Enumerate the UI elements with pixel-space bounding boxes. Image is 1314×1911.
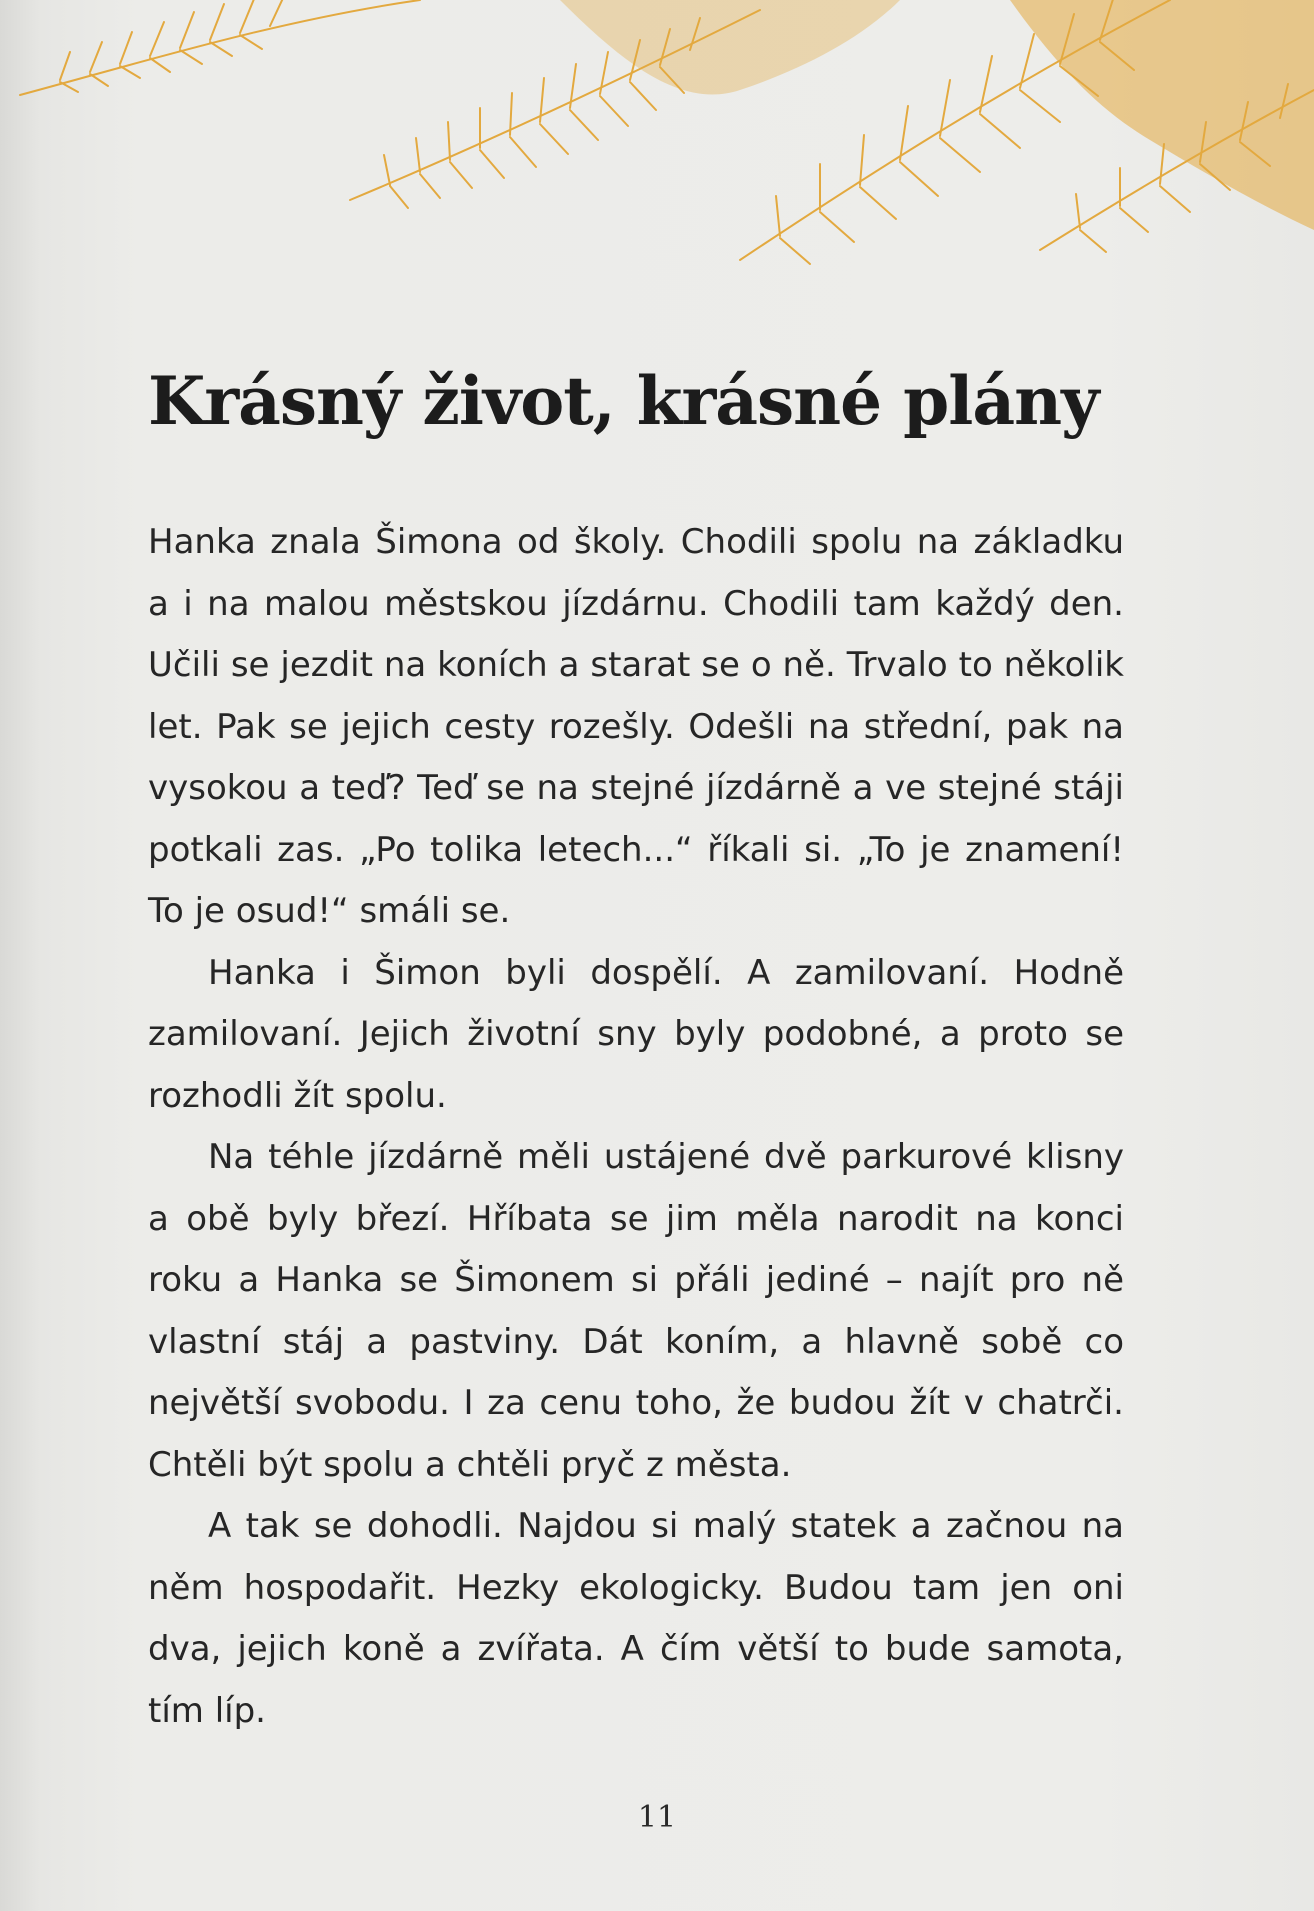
page-number: 11 bbox=[637, 1800, 677, 1835]
paragraph: Hanka znala Šimona od školy. Chodili spolu na základku a i na malou městskou jízdárnu. Chodili tam každý den. Učili se jezdit na koních a starat se o ně. Trvalo to několik let. Pak se jejich cesty rozešly. Odešli na střední, pak na vysokou a teď? Teď se na stejné jízdárně a ve stejné stáji potkali zas. „Po tolika letech...“ říkali si. „To je znamení! To je osud!“ smáli se. bbox=[148, 522, 1124, 931]
paragraph: A tak se dohodli. Najdou si malý statek a začnou na něm hospodařit. Hezky ekologicky. Budou tam jen oni dva, jejich koně a zvířata. A čím větší to bude samota, tím líp. bbox=[148, 1506, 1124, 1731]
paragraph: Na téhle jízdárně měli ustájené dvě parkurové klisny a obě byly březí. Hříbata se jim měla narodit na konci roku a Hanka se Šimonem si přáli jediné – najít pro ně vlastní stáj a pastviny. Dát koním, a hlavně sobě co největší svobodu. I za cenu toho, že budou žít v chatrči. Chtěli být spolu a chtěli pryč z města. bbox=[148, 1137, 1124, 1485]
paragraph: Hanka i Šimon byli dospělí. A zamilovaní. Hodně zamilovaní. Jejich životní sny byly podobné, a proto se rozhodli žít spolu. bbox=[148, 952, 1124, 1116]
fern-illustration bbox=[0, 0, 1314, 330]
chapter-body bbox=[148, 512, 1124, 1742]
chapter-title: Krásný život, krásné plány bbox=[148, 362, 1099, 440]
